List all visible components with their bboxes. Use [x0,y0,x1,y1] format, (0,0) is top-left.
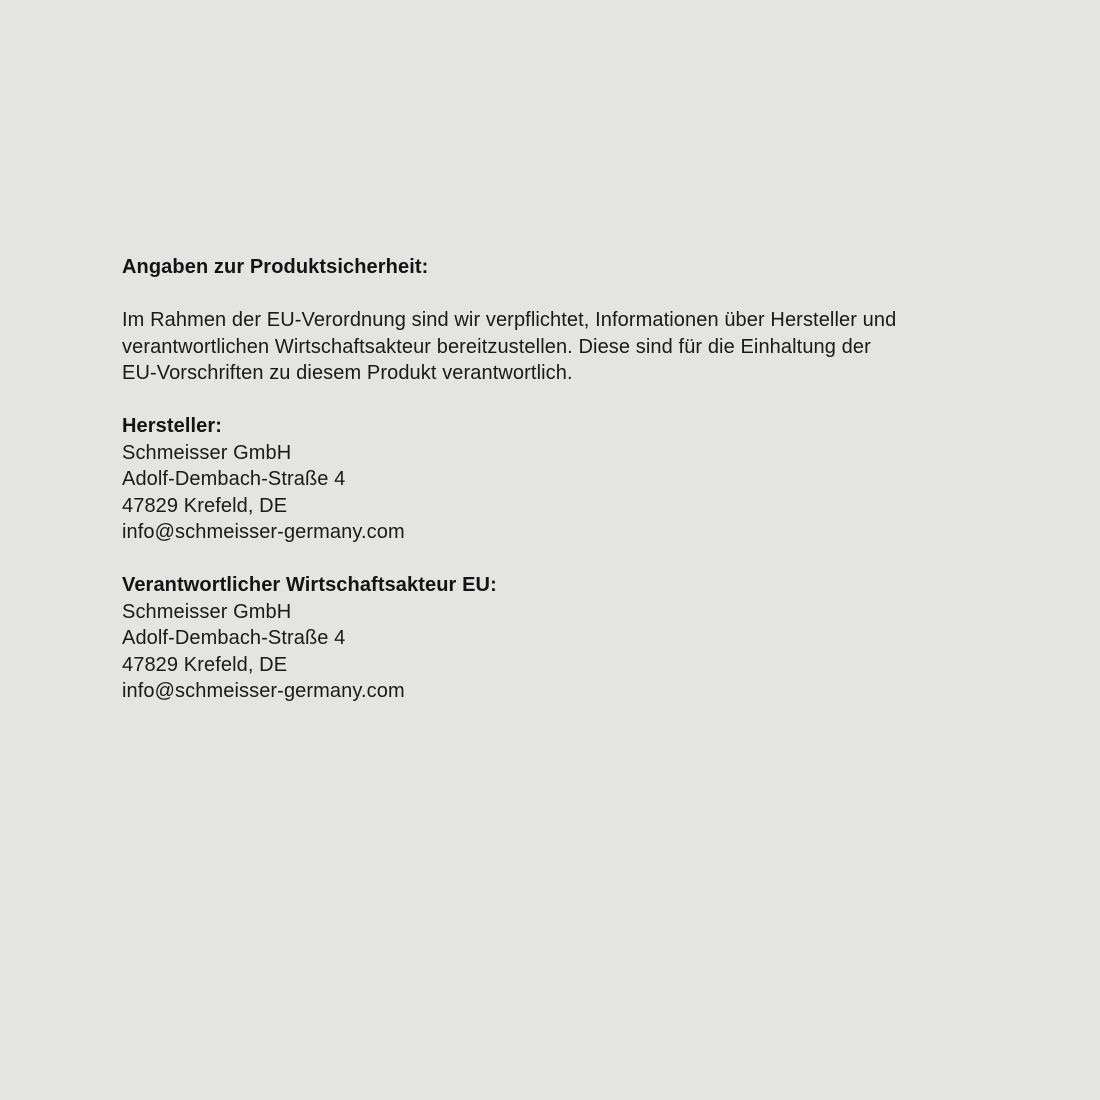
manufacturer-city-country: 47829 Krefeld, DE [122,494,288,517]
manufacturer-heading: Hersteller: [122,415,223,437]
responsible-email: info@schmeisser-germany.com [122,680,405,702]
intro-line-1: Im Rahmen der EU-Verordnung sind wir verpflichtet, Informationen über Hersteller und [122,309,897,331]
manufacturer-street-address: Adolf-Dembach-Straße 4 [122,468,346,490]
responsible-company-name: Schmeisser GmbH [122,600,292,623]
product-safety-document [122,254,982,705]
manufacturer-email: info@schmeisser-germany.com [122,521,405,543]
responsible-city-country: 47829 Krefeld, DE [122,653,288,676]
manufacturer-block [122,413,982,546]
manufacturer-company-name: Schmeisser GmbH [122,441,292,464]
responsible-operator-heading: Verantwortlicher Wirtschaftsakteur EU: [122,574,497,596]
page-title: Angaben zur Produktsicherheit: [122,256,429,278]
responsible-street-address: Adolf-Dembach-Straße 4 [122,627,346,649]
intro-paragraph [122,307,982,387]
intro-line-2: verantwortlichen Wirtschaftsakteur bereitzustellen. Diese sind für die Einhaltung der [122,335,871,358]
responsible-economic-operator-block [122,572,982,705]
intro-line-3: EU-Vorschriften zu diesem Produkt verantwortlich. [122,362,573,384]
